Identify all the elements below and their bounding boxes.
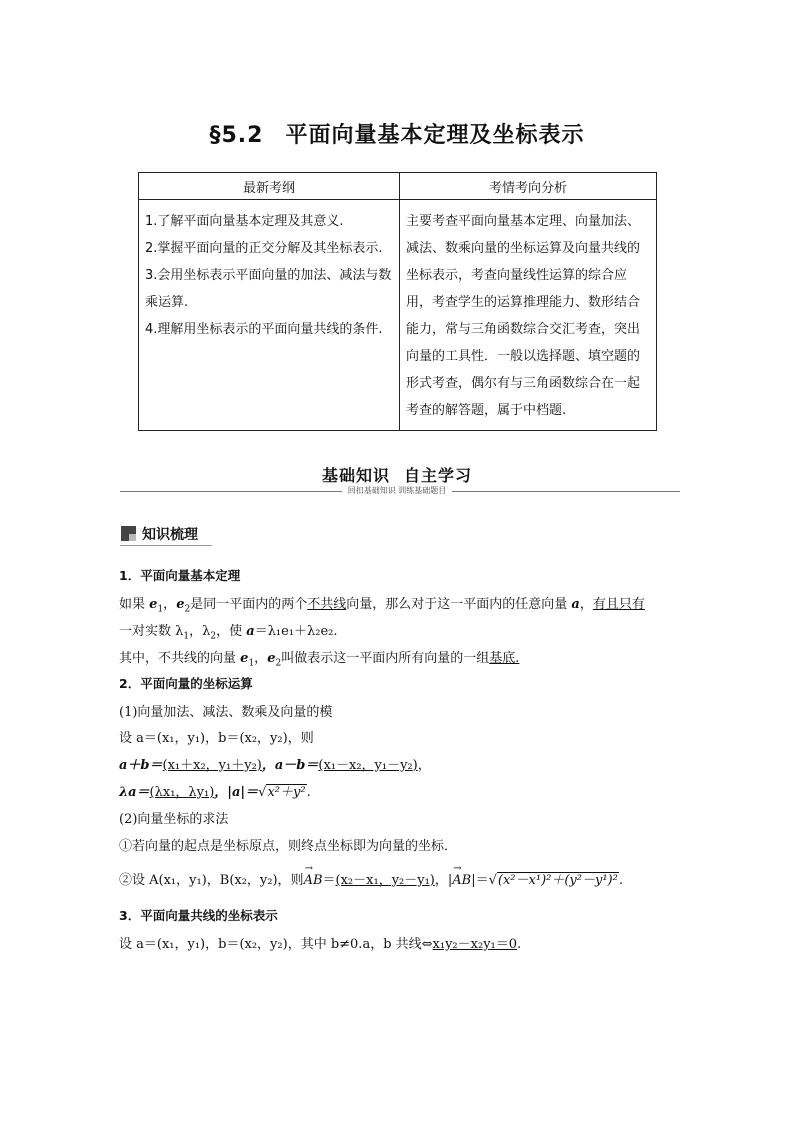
syllabus-left-cell <box>139 200 400 431</box>
theorem-line-3: 其中，不共线的向量 $e_1$，$e_2$叫做表示这一平面内所有向量的一组基底. <box>119 651 520 669</box>
page-title <box>0 118 794 149</box>
section-heading <box>0 463 794 486</box>
heading-2: 2．平面向量的坐标运算 <box>119 676 253 691</box>
coord-line-1: ①若向量的起点是坐标原点，则终点坐标即为向量的坐标． <box>119 839 458 854</box>
theorem-line-1: 如果 $e_1$，$e_2$是同一平面内的两个不共线向量，那么对于这一平面内的任意向量 a，有且只有 <box>119 597 645 615</box>
theorem-line-2: 一对实数 $\lambda_1$，$\lambda_2$，使 a＝λ₁e₁＋λ₂e₂. <box>119 624 338 642</box>
section-subtitle: 回扣基础知识 训练基础题目 <box>0 485 794 496</box>
heading-3: 3．平面向量共线的坐标表示 <box>119 908 278 923</box>
syllabus-item: 1.了解平面向量基本定理及其意义. <box>145 214 344 229</box>
subheading-2: (2)向量坐标的求法 <box>119 812 229 827</box>
section-title-b: 自主学习 <box>404 466 473 485</box>
formula-line-1: 设 a＝(x₁，y₁)，b＝(x₂，y₂)，则 <box>119 731 314 746</box>
formula-line-3: λa＝(λx₁，λy₁)，|a|＝√x²＋y². <box>119 785 311 800</box>
syllabus-right-cell: 主要考查平面向量基本定理、向量加法、减法、数乘向量的坐标运算及向量共线的坐标表示，考查向量线性运算的综合应用，考查学生的运算推理能力、数形结合能力，常与三角函数综合交汇考查，突出向量的工具性．一般以选择题、填空题的形式考查，偶尔有与三角函数综合在一起考查的解答题，属于中档题. <box>400 200 657 431</box>
syllabus-item: 2.掌握平面向量的正交分解及其坐标表示. <box>145 241 383 256</box>
section-title-a: 基础知识 <box>321 466 390 485</box>
collinear-line: 设 a＝(x₁，y₁)，b＝(x₂，y₂)，其中 b≠0.a，b 共线⇔x₁y₂－x₂y₁＝0. <box>119 937 522 952</box>
knowledge-label-box <box>120 524 212 546</box>
knowledge-label: 知识梳理 <box>142 527 198 543</box>
heading-1: 1．平面向量基本定理 <box>119 568 241 583</box>
section-number: §5.2 <box>209 123 264 148</box>
syllabus-table <box>138 172 657 431</box>
syllabus-item: 4.理解用坐标表示的平面向量共线的条件. <box>145 322 383 337</box>
syllabus-header-right: 考情考向分析 <box>400 173 657 200</box>
title-text: 平面向量基本定理及坐标表示 <box>285 123 585 148</box>
formula-line-2: a＋b＝(x₁＋x₂，y₁＋y₂)，a－b＝(x₁－x₂，y₁－y₂)， <box>119 758 431 773</box>
syllabus-header-left: 最新考纲 <box>139 173 400 200</box>
square-accent-icon <box>129 534 136 541</box>
subheading-1: (1)向量加法、减法、数乘及向量的模 <box>119 705 333 720</box>
syllabus-item: 3.会用坐标表示平面向量的加法、减法与数乘运算. <box>145 268 392 310</box>
coord-line-2: ②设 A(x₁，y₁)，B(x₂，y₂)，则 → AB＝(x₂－x₁，y₂－y₁)，| → AB|＝√(x²－x¹)²＋(y²－y¹)². <box>119 863 623 888</box>
